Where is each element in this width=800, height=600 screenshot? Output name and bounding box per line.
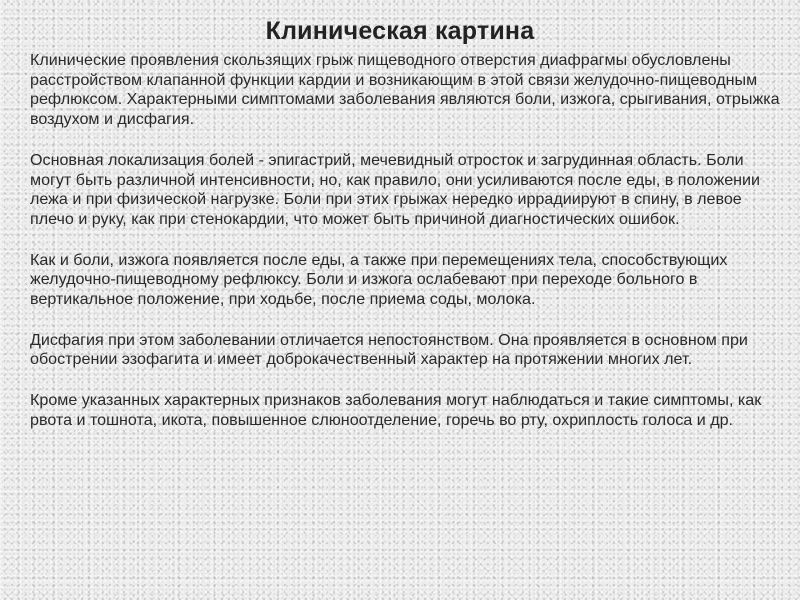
paragraph-heartburn: Как и боли, изжога появляется после еды, а также при перемещениях тела, способствующих желудочно-пищеводному рефлюксу. Боли и изжога ослабевают при переходе больного в вертикальное положение, при ходьбе, после приема соды, молока. <box>30 250 728 309</box>
paragraph-other-symptoms: Кроме указанных характерных признаков заболевания могут наблюдаться и такие симптомы, как рвота и тошнота, икота, повышенное слюноотделение, горечь во рту, охриплость голоса и др. <box>30 391 762 429</box>
paragraph-symptoms-overview: Клинические проявления скользящих грыж пищеводного отверстия диафрагмы обусловлены расстройством клапанной функции кардии и возникающим в этой связи желудочно-пищеводным рефлюксом. Характерными симптомами заболевания являются боли, изжога, срыгивания, отрыжка воздухом и дисфагия. <box>30 51 780 129</box>
paragraph-dysphagia: Дисфагия при этом заболевании отличается непостоянством. Она проявляется в основном при обострении эзофагита и имеет доброкачественный характер на протяжении многих лет. <box>30 330 748 369</box>
slide-body <box>30 51 782 452</box>
slide-title: Клиническая картина <box>265 17 535 45</box>
paragraph-pain-localization: Основная локализация болей - эпигастрий, мечевидный отросток и загрудинная область. Боли могут быть различной интенсивности, но, как правило, они усиливаются после еды, в положении лежа и при физической нагрузке. Боли при этих грыжах нередко иррадиируют в спину, в левое плечо и руку, как при стенокардии, что может быть причиной диагностических ошибок. <box>30 150 761 228</box>
